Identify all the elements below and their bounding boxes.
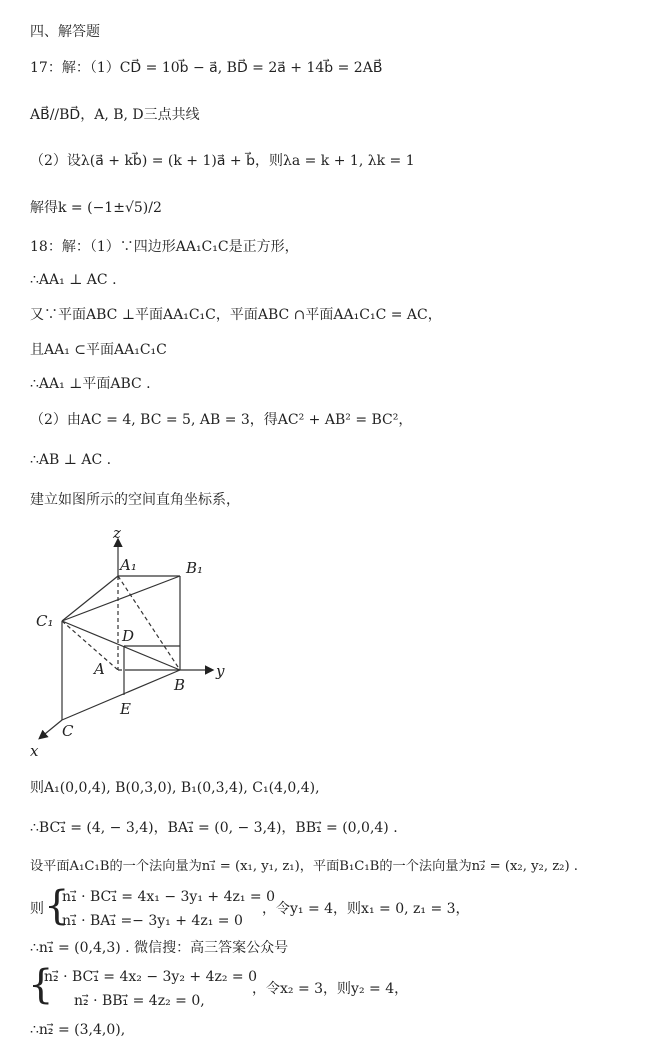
label-A: A bbox=[94, 660, 105, 678]
system1-brace: { bbox=[44, 883, 70, 929]
system2-eq1: n₂⃗ · BC₁⃗ = 4x₂ − 3y₂ + 4z₂ = 0 bbox=[44, 969, 258, 985]
label-B1: B₁ bbox=[186, 559, 204, 577]
label-z: z bbox=[113, 528, 121, 542]
label-A1: A₁ bbox=[120, 556, 137, 574]
n2-result-line: ∴n₂⃗ = (3,4,0), bbox=[30, 1022, 126, 1038]
edge-A1B bbox=[118, 576, 180, 670]
system1-prefix: 则 bbox=[30, 901, 44, 917]
q17-line-3: （2）设λ(a⃗ + kb⃗) = (k + 1)a⃗ + b⃗，则λa = k + 1, λk = 1 bbox=[30, 153, 415, 169]
q18-line-2: ∴AA₁ ⊥ AC . bbox=[30, 272, 117, 288]
system1-tail: ，令y₁ = 4，则x₁ = 0, z₁ = 3， bbox=[262, 901, 470, 917]
edge-C1A bbox=[62, 621, 118, 670]
x-axis bbox=[40, 720, 62, 738]
q18-line-1: 18：解：（1）∵四边形AA₁C₁C是正方形， bbox=[30, 239, 299, 255]
edge-C1A1 bbox=[62, 576, 118, 621]
normal-vectors-line: 设平面A₁C₁B的一个法向量为n₁⃗ = (x₁, y₁, z₁)，平面B₁C₁B的一个法向量为n₂⃗ = (x₂, y₂, z₂) . bbox=[30, 859, 578, 874]
system2-brace: { bbox=[28, 962, 54, 1008]
q18-line-7: ∴AB ⊥ AC . bbox=[30, 452, 112, 468]
q18-line-3: 又∵平面ABC ⊥平面AA₁C₁C，平面ABC ∩平面AA₁C₁C = AC， bbox=[30, 307, 442, 323]
label-x: x bbox=[30, 742, 39, 760]
label-B: B bbox=[174, 676, 186, 694]
q17-line-1: 17：解：（1）CD⃗ = 10b⃗ − a⃗, BD⃗ = 2a⃗ + 14b⃗ = 2AB⃗ bbox=[30, 60, 383, 76]
coords-line: 则A₁(0,0,4), B(0,3,0), B₁(0,3,4), C₁(4,0,4), bbox=[30, 780, 320, 796]
system2-tail: ，令x₂ = 3，则y₂ = 4， bbox=[252, 981, 409, 997]
q18-line-6: （2）由AC = 4, BC = 5, AB = 3，得AC² + AB² = BC²， bbox=[30, 412, 413, 428]
system1-eq2: n₁⃗ · BA₁⃗ =− 3y₁ + 4z₁ = 0 bbox=[62, 913, 243, 929]
q17-line-4: 解得k = (−1±√5)/2 bbox=[30, 200, 162, 216]
edge-C1B1 bbox=[62, 576, 180, 621]
label-D: D bbox=[122, 627, 135, 645]
label-C: C bbox=[62, 722, 74, 740]
prism-figure bbox=[28, 528, 238, 760]
q17-line-2: AB⃗//BD⃗，A, B, D三点共线 bbox=[30, 107, 200, 123]
system1-eq1: n₁⃗ · BC₁⃗ = 4x₁ − 3y₁ + 4z₁ = 0 bbox=[62, 889, 276, 905]
q18-line-8: 建立如图所示的空间直角坐标系， bbox=[30, 492, 240, 508]
q18-line-5: ∴AA₁ ⊥平面ABC . bbox=[30, 376, 151, 392]
q18-line-4: 且AA₁ ⊂平面AA₁C₁C bbox=[30, 342, 167, 358]
n1-result-line: ∴n₁⃗ = (0,4,3) . 微信搜：高三答案公众号 bbox=[30, 940, 289, 956]
system2-eq2: n₂⃗ · BB₁⃗ = 4z₂ = 0, bbox=[74, 993, 205, 1009]
section-title: 四、解答题 bbox=[30, 24, 100, 40]
label-y: y bbox=[216, 662, 225, 680]
label-E: E bbox=[120, 700, 131, 718]
label-C1: C₁ bbox=[36, 612, 54, 630]
vectors-line: ∴BC₁⃗ = (4, − 3,4)，BA₁⃗ = (0, − 3,4)，BB₁⃗ = (0,0,4) . bbox=[30, 820, 398, 836]
